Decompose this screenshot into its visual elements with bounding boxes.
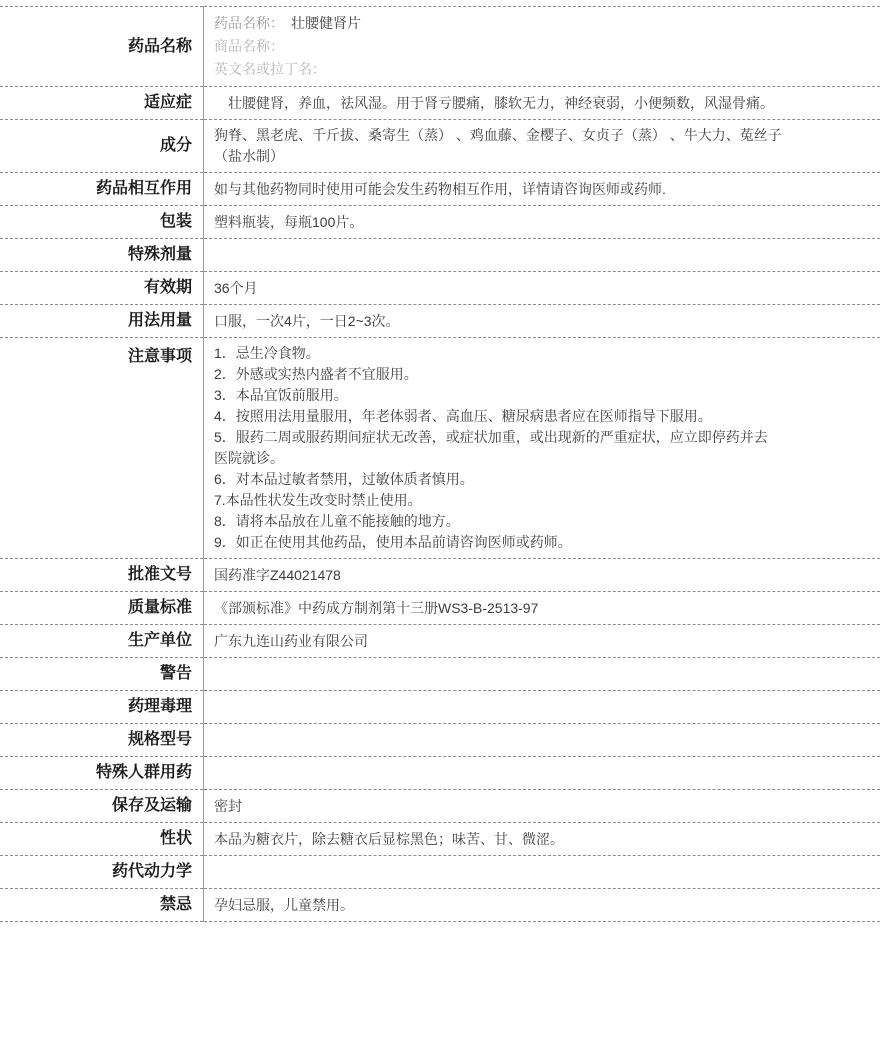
row-content-drug-name (204, 7, 880, 87)
row-label-indications: 适应症 (0, 87, 204, 120)
row-label-pharmacokinetics: 药代动力学 (0, 856, 204, 889)
row-label-precautions: 注意事项 (0, 338, 204, 559)
table-row-dosage (0, 305, 880, 338)
row-content-precautions (204, 338, 880, 559)
row-label-dosage: 用法用量 (0, 305, 204, 338)
precaution-line: 9．如正在使用其他药品，使用本品前请咨询医师或药师。 (214, 532, 868, 553)
row-content-special-population (204, 757, 880, 790)
table-row-shelf-life (0, 272, 880, 305)
row-label-specification: 规格型号 (0, 724, 204, 757)
row-label-drug-name: 药品名称 (0, 7, 204, 87)
drug-info-page (0, 6, 880, 922)
row-content-interactions: 如与其他药物同时使用可能会发生药物相互作用，详情请咨询医师或药师. (204, 173, 880, 206)
precaution-line: 5．服药二周或服药期间症状无改善，或症状加重，或出现新的严重症状，应立即停药并去 (214, 427, 868, 448)
row-content-pharmacokinetics (204, 856, 880, 889)
row-content-quality-standard: 《部颁标准》中药成方制剂第十三册WS3-B-2513-97 (204, 592, 880, 625)
row-content-special-dosage (204, 239, 880, 272)
table-row-precautions (0, 338, 880, 559)
row-content-description: 本品为糖衣片，除去糖衣后显棕黑色；味苦、甘、微涩。 (204, 823, 880, 856)
ingredients-line: （盐水制） (214, 146, 868, 167)
precaution-line: 7.本品性状发生改变时禁止使用。 (214, 490, 868, 511)
precaution-line: 6．对本品过敏者禁用，过敏体质者慎用。 (214, 469, 868, 490)
row-label-approval-number: 批准文号 (0, 559, 204, 592)
table-row-quality-standard (0, 592, 880, 625)
row-label-packaging: 包装 (0, 206, 204, 239)
row-label-pharmacology: 药理毒理 (0, 691, 204, 724)
precaution-line: 医院就诊。 (214, 448, 868, 469)
row-content-packaging: 塑料瓶装，每瓶100片。 (204, 206, 880, 239)
ingredients-line: 狗脊、黑老虎、千斤拔、桑寄生（蒸） 、鸡血藤、金樱子、女贞子（蒸） 、牛大力、菟丝子 (214, 125, 868, 146)
row-label-interactions: 药品相互作用 (0, 173, 204, 206)
drug-info-table (0, 6, 880, 922)
drug-name-field-label: 药品名称： (214, 15, 284, 31)
row-content-manufacturer: 广东九连山药业有限公司 (204, 625, 880, 658)
precaution-line: 8．请将本品放在儿童不能接触的地方。 (214, 511, 868, 532)
row-content-dosage: 口服，一次4片，一日2~3次。 (204, 305, 880, 338)
row-label-storage: 保存及运输 (0, 790, 204, 823)
english-name-line (214, 58, 868, 81)
table-row-description (0, 823, 880, 856)
row-label-description: 性状 (0, 823, 204, 856)
drug-name-line (214, 12, 868, 35)
table-row-contraindications (0, 889, 880, 922)
table-row-manufacturer (0, 625, 880, 658)
row-label-shelf-life: 有效期 (0, 272, 204, 305)
table-row-packaging (0, 206, 880, 239)
row-label-manufacturer: 生产单位 (0, 625, 204, 658)
row-content-approval-number: 国药准字Z44021478 (204, 559, 880, 592)
row-label-quality-standard: 质量标准 (0, 592, 204, 625)
row-label-special-population: 特殊人群用药 (0, 757, 204, 790)
english-name-field-label: 英文名或拉丁名： (214, 61, 326, 77)
precaution-line: 1．忌生冷食物。 (214, 343, 868, 364)
precaution-line: 2．外感或实热内盛者不宜服用。 (214, 364, 868, 385)
row-content-storage: 密封 (204, 790, 880, 823)
table-row-pharmacology (0, 691, 880, 724)
row-label-special-dosage: 特殊剂量 (0, 239, 204, 272)
table-row-specification (0, 724, 880, 757)
table-row-interactions (0, 173, 880, 206)
table-row-drug-name (0, 7, 880, 87)
precaution-line: 3．本品宜饭前服用。 (214, 385, 868, 406)
row-content-contraindications: 孕妇忌服，儿童禁用。 (204, 889, 880, 922)
trade-name-field-label: 商品名称： (214, 38, 284, 54)
table-row-approval-number (0, 559, 880, 592)
drug-name-value: 壮腰健肾片 (291, 15, 361, 31)
row-content-pharmacology (204, 691, 880, 724)
table-row-special-dosage (0, 239, 880, 272)
table-row-ingredients (0, 120, 880, 173)
table-row-warning (0, 658, 880, 691)
row-content-shelf-life: 36个月 (204, 272, 880, 305)
row-content-ingredients (204, 120, 880, 173)
row-content-specification (204, 724, 880, 757)
row-label-contraindications: 禁忌 (0, 889, 204, 922)
row-label-ingredients: 成分 (0, 120, 204, 173)
trade-name-line (214, 35, 868, 58)
row-content-warning (204, 658, 880, 691)
table-row-storage (0, 790, 880, 823)
table-row-indications (0, 87, 880, 120)
precaution-line: 4．按照用法用量服用，年老体弱者、高血压、糖尿病患者应在医师指导下服用。 (214, 406, 868, 427)
row-content-indications: 壮腰健肾，养血，祛风湿。用于肾亏腰痛，膝软无力，神经衰弱，小便频数，风湿骨痛。 (204, 87, 880, 120)
table-row-special-population (0, 757, 880, 790)
row-label-warning: 警告 (0, 658, 204, 691)
table-row-pharmacokinetics (0, 856, 880, 889)
